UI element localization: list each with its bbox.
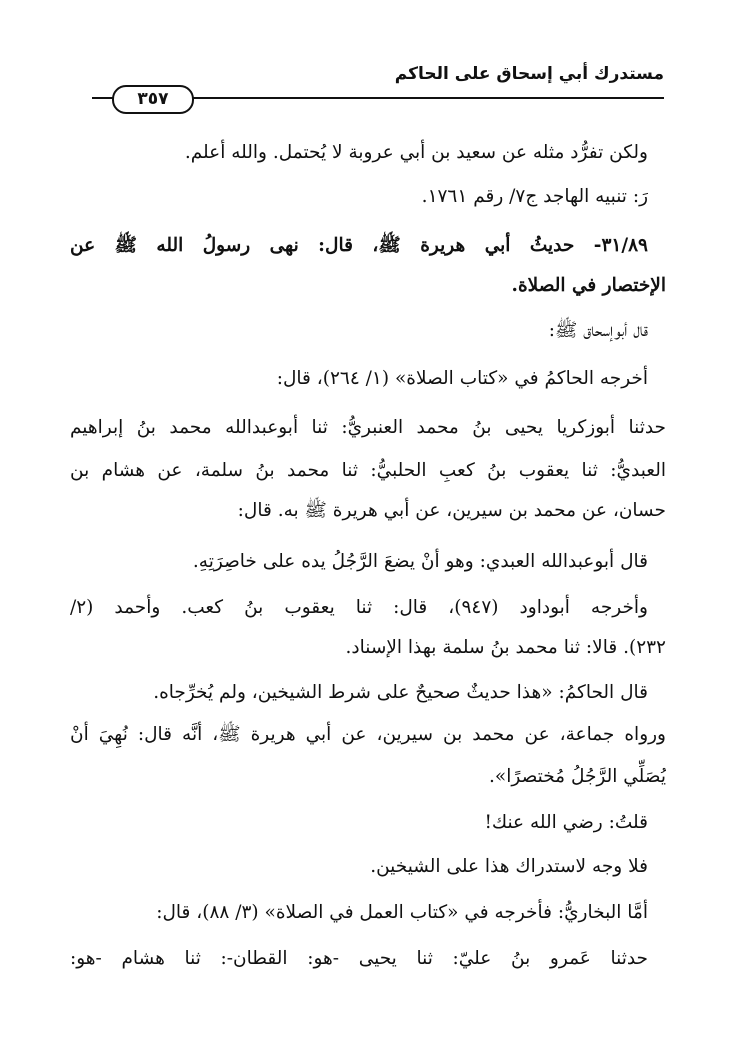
text-line: حدثنا أبوزكريا يحيى بنُ محمد العنبريُّ: ثنا أبوعبدالله محمد بنُ إبراهيم xyxy=(70,417,666,438)
text-line: وأخرجه أبوداود (٩٤٧)، قال: ثنا يعقوب بنُ كعب. وأحمد (٢/ xyxy=(70,597,648,618)
text-line: قال أبوإسحاق ﷺ: xyxy=(548,320,648,341)
text-line: رَ: تنبيه الهاجد ج٧/ رقم ١٧٦١. xyxy=(421,186,648,207)
hadith-heading-line: الإختصار في الصلاة. xyxy=(511,275,666,296)
text-line: حدثنا عَمرو بنُ عليّ: ثنا يحيى -هو: القطان-: ثنا هشام -هو: xyxy=(70,948,648,969)
text-line: ٢٣٢). قالا: ثنا محمد بنُ سلمة بهذا الإسناد. xyxy=(345,637,666,658)
hadith-heading-line: ٣١/٨٩- حديثُ أبي هريرة ﷺ، قال: نهى رسولُ الله ﷺ عن xyxy=(70,235,648,256)
text-line: قال أبوعبدالله العبدي: وهو أنْ يضعَ الرَّجُلُ يده على خاصِرَتِهِ. xyxy=(192,551,648,572)
text-line: قلتُ: رضي الله عنك! xyxy=(484,812,648,833)
text-line: ورواه جماعة، عن محمد بن سيرين، عن أبي هريرة ﷺ، أنَّه قال: نُهِيَ أنْ xyxy=(70,724,666,745)
text-line: ولكن تفرُّد مثله عن سعيد بن أبي عروبة لا يُحتمل. والله أعلم. xyxy=(184,142,648,163)
text-line: أمَّا البخاريُّ: فأخرجه في «كتاب العمل في الصلاة» (٣/ ٨٨)، قال: xyxy=(156,902,648,923)
text-line: حسان، عن محمد بن سيرين، عن أبي هريرة ﷺ به. قال: xyxy=(237,500,666,521)
text-line: يُصَلِّي الرَّجُلُ مُختصرًا». xyxy=(489,766,666,787)
page-number: ٣٥٧ xyxy=(112,85,194,114)
text-line: أخرجه الحاكمُ في «كتاب الصلاة» (١/ ٢٦٤)، قال: xyxy=(276,368,648,389)
text-line: قال الحاكمُ: «هذا حديثٌ صحيحٌ على شرط الشيخين، ولم يُخرِّجاه. xyxy=(153,682,648,703)
running-header-title: مستدرك أبي إسحاق على الحاكم xyxy=(394,64,664,84)
text-line: العبديُّ: ثنا يعقوب بنُ كعبِ الحلبيُّ: ثنا محمد بنُ سلمة، عن هشام بن xyxy=(70,460,666,481)
text-line: فلا وجه لاستدراك هذا على الشيخين. xyxy=(370,856,648,877)
